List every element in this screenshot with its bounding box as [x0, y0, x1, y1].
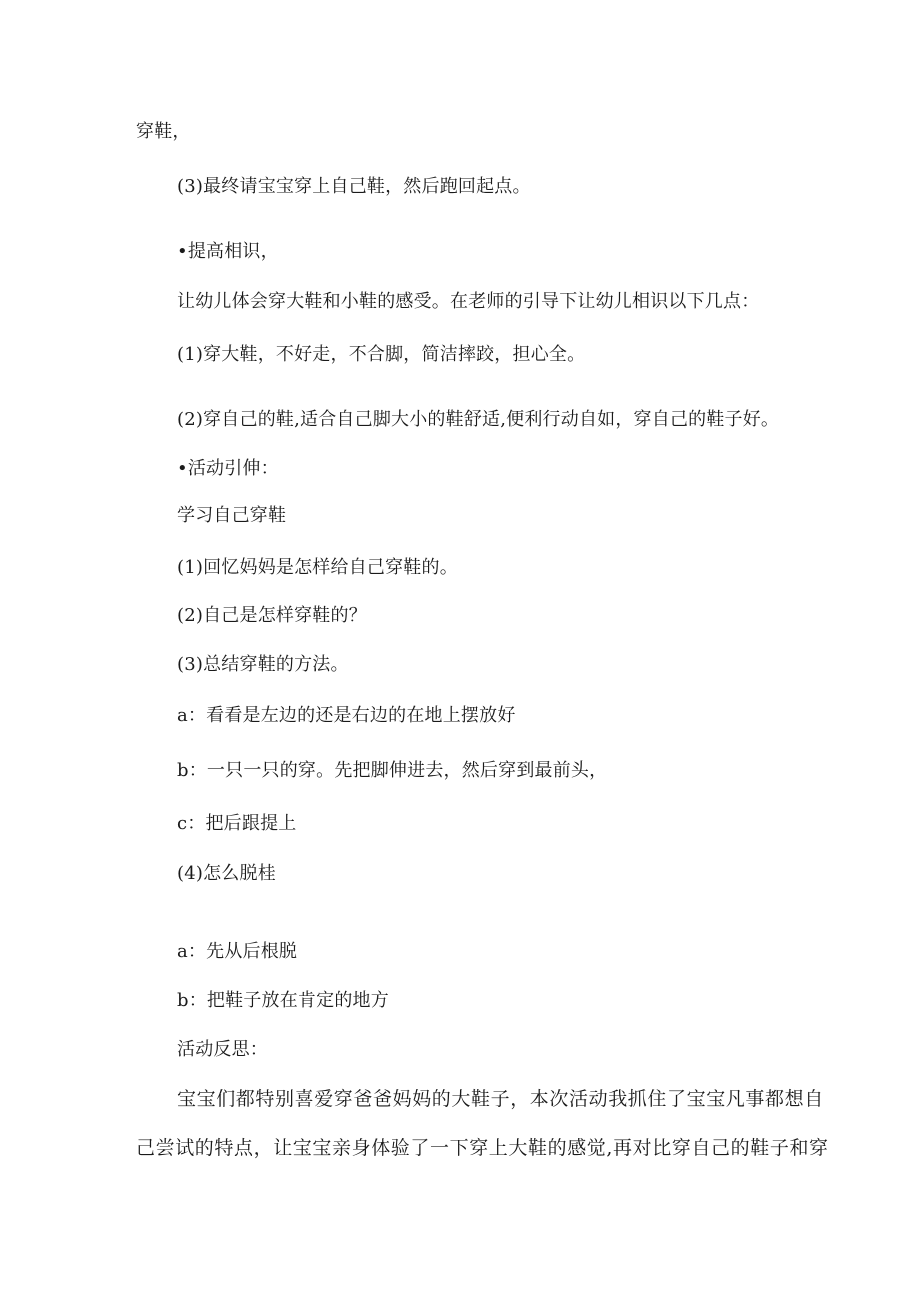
text-line-18: 活动反思：	[177, 1039, 268, 1060]
text-line-14: c：把后跟提上	[177, 813, 297, 834]
text-line-2: (3)最终请宝宝穿上自己鞋，然后跑回起点。	[177, 176, 531, 197]
text-line-3: •提高相识，	[177, 241, 279, 262]
text-line-17: b：把鞋子放在肯定的地方	[177, 990, 389, 1011]
text-line-1: 穿鞋，	[136, 121, 191, 142]
text-line-11: (3)总结穿鞋的方法。	[177, 654, 349, 675]
text-line-16: a：先从后根脱	[177, 941, 298, 962]
text-line-19: 宝宝们都特别喜爱穿爸爸妈妈的大鞋子，本次活动我抓住了宝宝凡事都想自	[177, 1088, 824, 1110]
text-line-9: (1)回忆妈妈是怎样给自己穿鞋的。	[177, 557, 458, 578]
text-line-4: 让幼儿体会穿大鞋和小鞋的感受。在老师的引导下让幼儿相识以下几点：	[177, 291, 760, 312]
text-line-5: (1)穿大鞋，不好走，不合脚，简洁摔跤，担心全。	[177, 344, 586, 365]
text-line-15: (4)怎么脱桂	[177, 863, 276, 884]
text-line-13: b：一只一只的穿。先把脚伸进去，然后穿到最前头，	[177, 760, 608, 781]
text-line-8: 学习自己穿鞋	[177, 505, 287, 526]
text-line-12: a：看看是左边的还是右边的在地上摆放好	[177, 705, 516, 726]
text-line-10: (2)自己是怎样穿鞋的？	[177, 605, 367, 626]
text-line-6: (2)穿自己的鞋,适合自己脚大小的鞋舒适,便利行动自如，穿自己的鞋子好。	[177, 409, 780, 430]
text-line-20: 己尝试的特点，让宝宝亲身体验了一下穿上大鞋的感觉,再对比穿自己的鞋子和穿	[136, 1137, 829, 1159]
text-line-7: •活动引伸：	[177, 458, 279, 479]
